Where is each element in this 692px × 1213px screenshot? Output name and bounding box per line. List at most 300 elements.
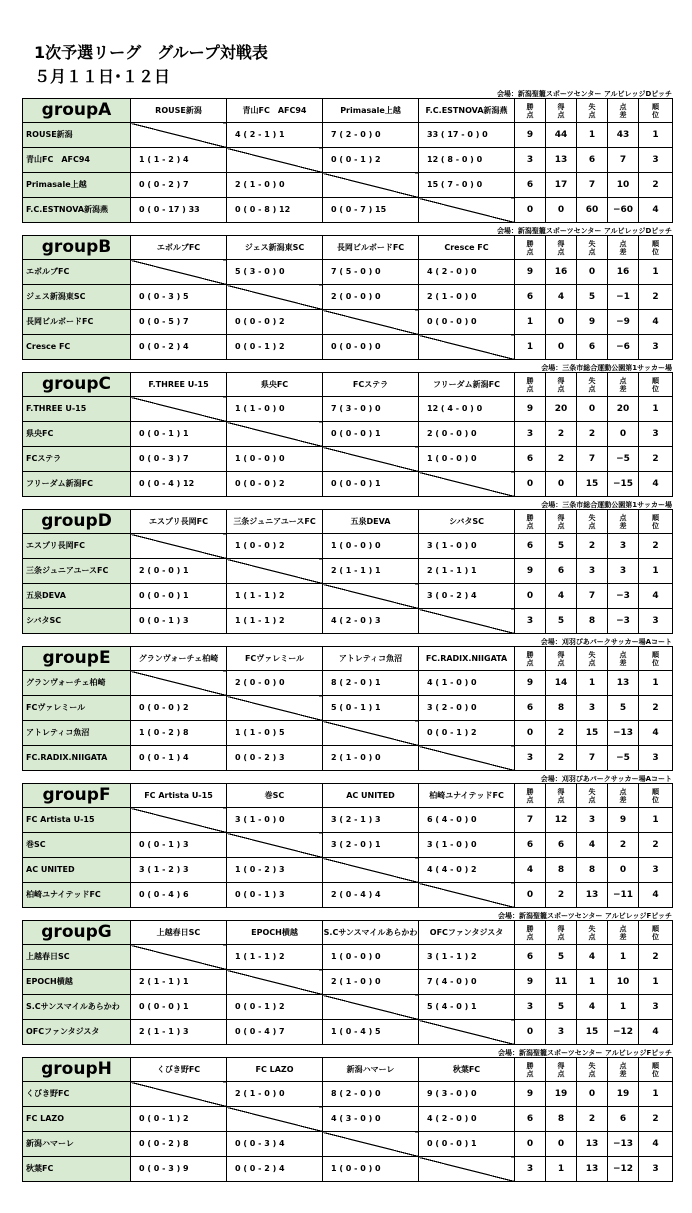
stat-value: 4 <box>639 1132 673 1157</box>
column-team-name: FCヴァレミール <box>227 647 323 671</box>
stat-value: 8 <box>546 696 577 721</box>
stat-header: 得 点 <box>546 921 577 945</box>
column-team-name: フリーダム新潟FC <box>419 373 515 397</box>
stat-value: 3 <box>546 1020 577 1045</box>
stat-value: 1 <box>639 123 673 148</box>
match-score: 6 ( 4 - 0 ) 0 <box>419 808 515 833</box>
table-row <box>23 472 673 497</box>
stat-header: 点 差 <box>608 99 639 123</box>
match-score: 0 ( 0 - 2 ) 3 <box>227 746 323 771</box>
stat-header: 順 位 <box>639 784 673 808</box>
self-match-cell <box>131 808 227 833</box>
group-name: groupB <box>23 236 131 260</box>
stat-value: 3 <box>515 1157 546 1182</box>
row-team-name: 長岡ビルボードFC <box>23 310 131 335</box>
match-score: 2 ( 1 - 1 ) 1 <box>419 559 515 584</box>
stat-value: 2 <box>639 447 673 472</box>
stat-value: 3 <box>639 148 673 173</box>
column-team-name: アトレティコ魚沼 <box>323 647 419 671</box>
stat-value: 0 <box>608 858 639 883</box>
match-score: 0 ( 0 - 0 ) 0 <box>323 335 419 360</box>
stat-value: 3 <box>639 746 673 771</box>
column-team-name: 上越春日SC <box>131 921 227 945</box>
stat-header: 得 点 <box>546 510 577 534</box>
stat-value: 2 <box>639 945 673 970</box>
stat-value: 6 <box>515 173 546 198</box>
venue-label: 会場：新潟聖籠スポーツセンター アルビレッジFピッチ <box>497 912 672 920</box>
row-team-name: エスプリ長岡FC <box>23 534 131 559</box>
stat-value: 4 <box>546 584 577 609</box>
stat-value: 2 <box>639 285 673 310</box>
row-team-name: OFCファンタジスタ <box>23 1020 131 1045</box>
stat-value: 3 <box>577 808 608 833</box>
group-name: groupA <box>23 99 131 123</box>
match-score: 1 ( 1 - 2 ) 4 <box>131 148 227 173</box>
stat-value: 1 <box>639 970 673 995</box>
self-match-cell <box>323 310 419 335</box>
row-team-name: エボルブFC <box>23 260 131 285</box>
stat-header: 勝 点 <box>515 99 546 123</box>
match-score: 3 ( 2 - 1 ) 3 <box>323 808 419 833</box>
column-team-name: グランヴォーチェ柏崎 <box>131 647 227 671</box>
stat-value: 3 <box>515 422 546 447</box>
row-team-name: 柏崎ユナイテッドFC <box>23 883 131 908</box>
stat-value: 19 <box>608 1082 639 1107</box>
stat-value: 2 <box>639 833 673 858</box>
self-match-cell <box>227 970 323 995</box>
row-team-name: Cresce FC <box>23 335 131 360</box>
column-team-name: 県央FC <box>227 373 323 397</box>
match-score: 2 ( 1 - 0 ) 0 <box>227 173 323 198</box>
match-score: 2 ( 0 - 0 ) 0 <box>419 422 515 447</box>
stat-value: 15 <box>577 721 608 746</box>
stat-value: 6 <box>515 1107 546 1132</box>
stat-value: −5 <box>608 447 639 472</box>
match-score: 15 ( 7 - 0 ) 0 <box>419 173 515 198</box>
group-name: groupC <box>23 373 131 397</box>
stat-value: 0 <box>577 1082 608 1107</box>
table-row <box>23 198 673 223</box>
table-row <box>23 808 673 833</box>
table-row <box>23 173 673 198</box>
match-score: 3 ( 1 - 0 ) 0 <box>227 808 323 833</box>
stat-value: 2 <box>639 173 673 198</box>
stat-value: 7 <box>577 173 608 198</box>
match-score: 3 ( 1 - 1 ) 2 <box>419 945 515 970</box>
self-match-cell <box>227 833 323 858</box>
match-score: 0 ( 0 - 1 ) 2 <box>227 335 323 360</box>
stat-value: 7 <box>577 746 608 771</box>
match-score: 5 ( 3 - 0 ) 0 <box>227 260 323 285</box>
self-match-cell <box>419 609 515 634</box>
stat-value: −13 <box>608 1132 639 1157</box>
table-row <box>23 422 673 447</box>
self-match-cell <box>323 447 419 472</box>
match-score: 0 ( 0 - 2 ) 7 <box>131 173 227 198</box>
stat-header: 順 位 <box>639 510 673 534</box>
table-row <box>23 285 673 310</box>
match-score: 0 ( 0 - 2 ) 4 <box>227 1157 323 1182</box>
self-match-cell <box>227 422 323 447</box>
stat-value: 7 <box>515 808 546 833</box>
row-team-name: 三条ジュニアユースFC <box>23 559 131 584</box>
stat-header: 失 点 <box>577 99 608 123</box>
stat-value: −3 <box>608 584 639 609</box>
stat-value: 1 <box>546 1157 577 1182</box>
stat-value: 0 <box>608 422 639 447</box>
table-row <box>23 721 673 746</box>
match-score: 8 ( 2 - 0 ) 1 <box>323 671 419 696</box>
stat-header: 点 差 <box>608 647 639 671</box>
table-row <box>23 1082 673 1107</box>
stat-value: 3 <box>515 148 546 173</box>
self-match-cell <box>227 148 323 173</box>
stat-header: 失 点 <box>577 647 608 671</box>
column-team-name: ROUSE新潟 <box>131 99 227 123</box>
self-match-cell <box>323 1132 419 1157</box>
stat-value: 6 <box>608 1107 639 1132</box>
stat-header: 勝 点 <box>515 784 546 808</box>
stat-header: 得 点 <box>546 373 577 397</box>
row-team-name: 県央FC <box>23 422 131 447</box>
stat-header: 得 点 <box>546 1058 577 1082</box>
column-team-name: FC Artista U-15 <box>131 784 227 808</box>
stat-value: 1 <box>639 559 673 584</box>
group-table <box>22 98 673 223</box>
row-team-name: S.Cサンスマイルあらかわ <box>23 995 131 1020</box>
stat-value: 9 <box>515 260 546 285</box>
self-match-cell <box>131 534 227 559</box>
stat-value: 2 <box>577 422 608 447</box>
stat-value: 0 <box>515 198 546 223</box>
table-row <box>23 995 673 1020</box>
stat-value: 0 <box>546 335 577 360</box>
stat-value: 0 <box>577 260 608 285</box>
match-score: 3 ( 1 - 0 ) 0 <box>419 534 515 559</box>
stat-header: 順 位 <box>639 921 673 945</box>
stat-value: 44 <box>546 123 577 148</box>
self-match-cell <box>227 559 323 584</box>
stat-value: 2 <box>546 422 577 447</box>
stat-value: 2 <box>639 534 673 559</box>
self-match-cell <box>227 1107 323 1132</box>
match-score: 0 ( 0 - 1 ) 3 <box>227 883 323 908</box>
stat-header: 勝 点 <box>515 1058 546 1082</box>
stat-value: 9 <box>515 1082 546 1107</box>
column-team-name: 巻SC <box>227 784 323 808</box>
column-team-name: 三条ジュニアユースFC <box>227 510 323 534</box>
stat-value: −12 <box>608 1020 639 1045</box>
stat-value: 2 <box>639 1107 673 1132</box>
stat-header: 順 位 <box>639 373 673 397</box>
stat-value: 17 <box>546 173 577 198</box>
stat-value: 2 <box>608 833 639 858</box>
stat-value: 20 <box>608 397 639 422</box>
match-score: 0 ( 0 - 4 ) 12 <box>131 472 227 497</box>
stat-value: 43 <box>608 123 639 148</box>
stat-value: 1 <box>515 310 546 335</box>
self-match-cell <box>131 671 227 696</box>
column-team-name: エスプリ長岡FC <box>131 510 227 534</box>
match-score: 2 ( 0 - 0 ) 0 <box>227 671 323 696</box>
stat-value: 15 <box>577 472 608 497</box>
stat-value: 4 <box>515 858 546 883</box>
group-table <box>22 235 673 360</box>
row-team-name: FC LAZO <box>23 1107 131 1132</box>
venue-label: 会場：刈羽ぴあパークサッカー場Aコート <box>540 775 672 783</box>
stat-header: 失 点 <box>577 921 608 945</box>
table-row <box>23 559 673 584</box>
stat-header: 勝 点 <box>515 510 546 534</box>
row-team-name: アトレティコ魚沼 <box>23 721 131 746</box>
group-name: groupH <box>23 1058 131 1082</box>
venue-label: 会場：新潟聖籠スポーツセンター アルビレッジDピッチ <box>496 90 672 98</box>
table-row <box>23 310 673 335</box>
group-table <box>22 509 673 634</box>
stat-value: 3 <box>608 534 639 559</box>
table-row <box>23 1132 673 1157</box>
venue-label: 会場：刈羽ぴあパークサッカー場Aコート <box>540 638 672 646</box>
stat-header: 勝 点 <box>515 647 546 671</box>
match-score: 0 ( 0 - 1 ) 2 <box>419 721 515 746</box>
column-team-name: F.C.ESTNOVA新潟燕 <box>419 99 515 123</box>
row-team-name: フリーダム新潟FC <box>23 472 131 497</box>
stat-value: 2 <box>639 696 673 721</box>
match-score: 12 ( 4 - 0 ) 0 <box>419 397 515 422</box>
stat-value: 0 <box>577 397 608 422</box>
stat-header: 失 点 <box>577 510 608 534</box>
group-table <box>22 1057 673 1182</box>
venue-label: 会場：新潟聖籠スポーツセンター アルビレッジFピッチ <box>497 1049 672 1057</box>
row-team-name: AC UNITED <box>23 858 131 883</box>
self-match-cell <box>131 1082 227 1107</box>
stat-value: 9 <box>608 808 639 833</box>
stat-value: 9 <box>515 123 546 148</box>
row-team-name: 五泉DEVA <box>23 584 131 609</box>
match-score: 1 ( 0 - 0 ) 0 <box>323 534 419 559</box>
match-score: 0 ( 0 - 3 ) 9 <box>131 1157 227 1182</box>
stat-value: 1 <box>608 995 639 1020</box>
match-score: 4 ( 2 - 0 ) 0 <box>419 260 515 285</box>
column-team-name: OFCファンタジスタ <box>419 921 515 945</box>
match-score: 0 ( 0 - 1 ) 3 <box>131 833 227 858</box>
column-team-name: S.Cサンスマイルあらかわ <box>323 921 419 945</box>
stat-header: 順 位 <box>639 1058 673 1082</box>
stat-value: 6 <box>515 945 546 970</box>
stat-header: 点 差 <box>608 1058 639 1082</box>
stat-header: 得 点 <box>546 99 577 123</box>
row-team-name: 新潟ハマーレ <box>23 1132 131 1157</box>
stat-value: 8 <box>577 858 608 883</box>
match-score: 0 ( 0 - 1 ) 2 <box>323 148 419 173</box>
match-score: 0 ( 0 - 3 ) 5 <box>131 285 227 310</box>
stat-value: 19 <box>546 1082 577 1107</box>
stat-value: 3 <box>639 995 673 1020</box>
stat-value: 0 <box>546 198 577 223</box>
match-score: 0 ( 0 - 0 ) 2 <box>131 696 227 721</box>
column-team-name: 青山FC AFC94 <box>227 99 323 123</box>
venue-label: 会場：三条市総合運動公園第1サッカー場 <box>541 364 672 372</box>
stat-value: 3 <box>608 559 639 584</box>
stat-value: 16 <box>608 260 639 285</box>
stat-value: 0 <box>546 472 577 497</box>
stat-header: 失 点 <box>577 236 608 260</box>
row-team-name: 秋葉FC <box>23 1157 131 1182</box>
stat-value: 13 <box>577 883 608 908</box>
stat-value: 9 <box>577 310 608 335</box>
match-score: 0 ( 0 - 1 ) 1 <box>131 422 227 447</box>
stat-header: 順 位 <box>639 99 673 123</box>
stat-value: −15 <box>608 472 639 497</box>
self-match-cell <box>131 945 227 970</box>
stat-value: −6 <box>608 335 639 360</box>
match-score: 3 ( 2 - 0 ) 0 <box>419 696 515 721</box>
group-name: groupF <box>23 784 131 808</box>
match-score: 0 ( 0 - 1 ) 3 <box>131 609 227 634</box>
group-table <box>22 646 673 771</box>
self-match-cell <box>419 883 515 908</box>
match-score: 2 ( 1 - 1 ) 1 <box>131 970 227 995</box>
match-score: 2 ( 1 - 0 ) 0 <box>419 285 515 310</box>
stat-value: 8 <box>546 1107 577 1132</box>
match-score: 1 ( 0 - 0 ) 2 <box>227 534 323 559</box>
match-score: 7 ( 3 - 0 ) 0 <box>323 397 419 422</box>
stat-value: 10 <box>608 173 639 198</box>
stat-value: 5 <box>546 609 577 634</box>
match-score: 3 ( 1 - 0 ) 0 <box>419 833 515 858</box>
match-score: 7 ( 5 - 0 ) 0 <box>323 260 419 285</box>
self-match-cell <box>323 995 419 1020</box>
stat-value: 4 <box>639 721 673 746</box>
stat-value: 3 <box>577 559 608 584</box>
match-score: 0 ( 0 - 1 ) 2 <box>131 1107 227 1132</box>
table-row <box>23 858 673 883</box>
column-team-name: 秋葉FC <box>419 1058 515 1082</box>
self-match-cell <box>419 746 515 771</box>
stat-value: 4 <box>639 310 673 335</box>
match-score: 0 ( 0 - 2 ) 4 <box>131 335 227 360</box>
match-score: 33 ( 17 - 0 ) 0 <box>419 123 515 148</box>
stat-value: 2 <box>546 447 577 472</box>
self-match-cell <box>419 335 515 360</box>
match-score: 0 ( 0 - 17 ) 33 <box>131 198 227 223</box>
stat-header: 得 点 <box>546 784 577 808</box>
row-team-name: FC.RADIX.NIIGATA <box>23 746 131 771</box>
stat-value: 3 <box>639 1157 673 1182</box>
row-team-name: 青山FC AFC94 <box>23 148 131 173</box>
stat-header: 得 点 <box>546 647 577 671</box>
match-score: 3 ( 1 - 2 ) 3 <box>131 858 227 883</box>
stat-value: 6 <box>577 335 608 360</box>
stat-value: 1 <box>639 808 673 833</box>
stat-value: 60 <box>577 198 608 223</box>
match-score: 3 ( 0 - 2 ) 4 <box>419 584 515 609</box>
match-score: 1 ( 0 - 2 ) 8 <box>131 721 227 746</box>
column-team-name: 五泉DEVA <box>323 510 419 534</box>
row-team-name: F.C.ESTNOVA新潟燕 <box>23 198 131 223</box>
table-row <box>23 260 673 285</box>
stat-value: 4 <box>639 883 673 908</box>
stat-value: 2 <box>546 746 577 771</box>
stat-value: 6 <box>546 559 577 584</box>
stat-header: 得 点 <box>546 236 577 260</box>
column-team-name: FC LAZO <box>227 1058 323 1082</box>
table-row <box>23 1157 673 1182</box>
match-score: 4 ( 1 - 0 ) 0 <box>419 671 515 696</box>
match-score: 2 ( 1 - 0 ) 0 <box>227 1082 323 1107</box>
stat-value: 3 <box>639 422 673 447</box>
stat-value: 0 <box>546 1132 577 1157</box>
stat-value: 3 <box>639 335 673 360</box>
self-match-cell <box>323 584 419 609</box>
stat-header: 順 位 <box>639 236 673 260</box>
stat-value: 11 <box>546 970 577 995</box>
row-team-name: EPOCH横越 <box>23 970 131 995</box>
column-team-name: Primasale上越 <box>323 99 419 123</box>
stat-value: 4 <box>546 285 577 310</box>
stat-value: 2 <box>577 534 608 559</box>
stat-value: 13 <box>546 148 577 173</box>
column-team-name: エボルブFC <box>131 236 227 260</box>
stat-value: 7 <box>577 447 608 472</box>
stat-value: 4 <box>577 995 608 1020</box>
stat-value: 0 <box>515 1132 546 1157</box>
table-row <box>23 945 673 970</box>
match-score: 2 ( 1 - 1 ) 1 <box>323 559 419 584</box>
self-match-cell <box>227 696 323 721</box>
match-score: 1 ( 1 - 1 ) 2 <box>227 584 323 609</box>
self-match-cell <box>323 858 419 883</box>
stat-header: 失 点 <box>577 373 608 397</box>
row-team-name: ジェス新潟東SC <box>23 285 131 310</box>
column-team-name: 新潟ハマーレ <box>323 1058 419 1082</box>
self-match-cell <box>227 285 323 310</box>
match-score: 0 ( 0 - 0 ) 1 <box>323 422 419 447</box>
match-score: 0 ( 0 - 0 ) 1 <box>131 584 227 609</box>
stat-value: 20 <box>546 397 577 422</box>
stat-header: 点 差 <box>608 784 639 808</box>
match-score: 0 ( 0 - 3 ) 7 <box>131 447 227 472</box>
stat-header: 勝 点 <box>515 921 546 945</box>
stat-value: 13 <box>608 671 639 696</box>
column-team-name: くびき野FC <box>131 1058 227 1082</box>
stat-value: −13 <box>608 721 639 746</box>
stat-value: −11 <box>608 883 639 908</box>
table-row <box>23 696 673 721</box>
match-score: 5 ( 4 - 0 ) 1 <box>419 995 515 1020</box>
league-tables <box>22 90 672 1182</box>
row-team-name: くびき野FC <box>23 1082 131 1107</box>
stat-value: 3 <box>515 995 546 1020</box>
match-score: 4 ( 4 - 0 ) 2 <box>419 858 515 883</box>
match-score: 1 ( 0 - 4 ) 5 <box>323 1020 419 1045</box>
match-score: 0 ( 0 - 0 ) 1 <box>131 995 227 1020</box>
stat-value: 2 <box>546 721 577 746</box>
stat-header: 失 点 <box>577 1058 608 1082</box>
table-row <box>23 335 673 360</box>
row-team-name: シバタSC <box>23 609 131 634</box>
match-score: 2 ( 1 - 0 ) 0 <box>323 746 419 771</box>
match-score: 1 ( 0 - 0 ) 0 <box>323 945 419 970</box>
row-team-name: F.THREE U-15 <box>23 397 131 422</box>
group-name: groupD <box>23 510 131 534</box>
stat-value: 16 <box>546 260 577 285</box>
stat-value: 5 <box>546 945 577 970</box>
stat-value: 6 <box>515 447 546 472</box>
column-team-name: FCステラ <box>323 373 419 397</box>
stat-value: 5 <box>546 534 577 559</box>
row-team-name: FCヴァレミール <box>23 696 131 721</box>
